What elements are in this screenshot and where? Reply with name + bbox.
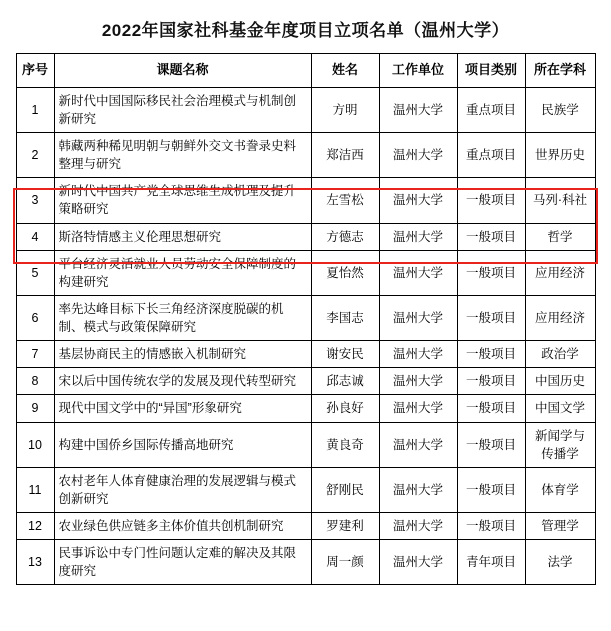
cell-index: 3 — [16, 178, 54, 223]
cell-type: 一般项目 — [457, 467, 525, 512]
cell-title: 构建中国侨乡国际传播高地研究 — [54, 422, 311, 467]
cell-index: 10 — [16, 422, 54, 467]
table-row — [16, 341, 595, 368]
table-row — [16, 250, 595, 295]
cell-type: 青年项目 — [457, 540, 525, 585]
cell-org: 温州大学 — [379, 178, 457, 223]
cell-org: 温州大学 — [379, 368, 457, 395]
cell-org: 温州大学 — [379, 513, 457, 540]
cell-name: 夏怡然 — [311, 250, 379, 295]
cell-type: 一般项目 — [457, 178, 525, 223]
cell-name: 罗建利 — [311, 513, 379, 540]
cell-field: 中国历史 — [525, 368, 595, 395]
cell-org: 温州大学 — [379, 87, 457, 132]
table-row — [16, 467, 595, 512]
cell-name: 孙良好 — [311, 395, 379, 422]
cell-name: 方明 — [311, 87, 379, 132]
cell-name: 郑洁西 — [311, 133, 379, 178]
table-row — [16, 178, 595, 223]
cell-title: 斯洛特情感主义伦理思想研究 — [54, 223, 311, 250]
cell-field: 马列·科社 — [525, 178, 595, 223]
cell-type: 一般项目 — [457, 250, 525, 295]
cell-org: 温州大学 — [379, 540, 457, 585]
cell-name: 舒刚民 — [311, 467, 379, 512]
table-row — [16, 395, 595, 422]
cell-title: 农业绿色供应链多主体价值共创机制研究 — [54, 513, 311, 540]
cell-title: 率先达峰目标下长三角经济深度脱碳的机制、模式与政策保障研究 — [54, 295, 311, 340]
cell-index: 1 — [16, 87, 54, 132]
column-header-org: 工作单位 — [379, 54, 457, 88]
cell-field: 管理学 — [525, 513, 595, 540]
cell-index: 8 — [16, 368, 54, 395]
cell-title: 基层协商民主的情感嵌入机制研究 — [54, 341, 311, 368]
cell-type: 一般项目 — [457, 513, 525, 540]
cell-index: 5 — [16, 250, 54, 295]
cell-type: 一般项目 — [457, 223, 525, 250]
table-row — [16, 223, 595, 250]
table-row — [16, 368, 595, 395]
cell-index: 6 — [16, 295, 54, 340]
cell-type: 重点项目 — [457, 87, 525, 132]
table-row — [16, 295, 595, 340]
table-row — [16, 133, 595, 178]
cell-field: 哲学 — [525, 223, 595, 250]
table-body — [16, 87, 595, 585]
cell-index: 4 — [16, 223, 54, 250]
cell-field: 世界历史 — [525, 133, 595, 178]
cell-index: 12 — [16, 513, 54, 540]
cell-org: 温州大学 — [379, 250, 457, 295]
cell-title: 民事诉讼中专门性问题认定难的解决及其限度研究 — [54, 540, 311, 585]
cell-index: 7 — [16, 341, 54, 368]
cell-org: 温州大学 — [379, 395, 457, 422]
table-row — [16, 87, 595, 132]
cell-name: 周一颜 — [311, 540, 379, 585]
cell-title: 新时代中国共产党全球思维生成机理及提升策略研究 — [54, 178, 311, 223]
cell-title: 韩藏两种稀见明朝与朝鲜外交文书誊录史料整理与研究 — [54, 133, 311, 178]
column-header-name: 姓名 — [311, 54, 379, 88]
cell-title: 宋以后中国传统农学的发展及现代转型研究 — [54, 368, 311, 395]
table-row — [16, 513, 595, 540]
cell-type: 一般项目 — [457, 422, 525, 467]
cell-title: 新时代中国国际移民社会治理模式与机制创新研究 — [54, 87, 311, 132]
cell-org: 温州大学 — [379, 133, 457, 178]
cell-name: 谢安民 — [311, 341, 379, 368]
cell-field: 法学 — [525, 540, 595, 585]
column-header-type: 项目类别 — [457, 54, 525, 88]
column-header-title: 课题名称 — [54, 54, 311, 88]
cell-name: 方德志 — [311, 223, 379, 250]
cell-field: 体育学 — [525, 467, 595, 512]
cell-title: 农村老年人体育健康治理的发展逻辑与模式创新研究 — [54, 467, 311, 512]
cell-field: 新闻学与传播学 — [525, 422, 595, 467]
cell-type: 一般项目 — [457, 395, 525, 422]
cell-title: 平台经济灵活就业人员劳动安全保障制度的构建研究 — [54, 250, 311, 295]
cell-index: 13 — [16, 540, 54, 585]
column-header-index: 序号 — [16, 54, 54, 88]
cell-org: 温州大学 — [379, 341, 457, 368]
table-header — [16, 54, 595, 88]
cell-org: 温州大学 — [379, 223, 457, 250]
table-header-row — [16, 54, 595, 88]
cell-field: 民族学 — [525, 87, 595, 132]
page-title: 2022年国家社科基金年度项目立项名单（温州大学） — [101, 21, 510, 40]
cell-name: 邱志诚 — [311, 368, 379, 395]
cell-org: 温州大学 — [379, 295, 457, 340]
column-header-field: 所在学科 — [525, 54, 595, 88]
cell-name: 李国志 — [311, 295, 379, 340]
cell-type: 一般项目 — [457, 368, 525, 395]
project-list-table — [16, 53, 596, 585]
cell-type: 一般项目 — [457, 341, 525, 368]
cell-field: 中国文学 — [525, 395, 595, 422]
cell-index: 11 — [16, 467, 54, 512]
cell-index: 2 — [16, 133, 54, 178]
table-row — [16, 422, 595, 467]
cell-org: 温州大学 — [379, 422, 457, 467]
cell-index: 9 — [16, 395, 54, 422]
cell-type: 一般项目 — [457, 295, 525, 340]
cell-name: 左雪松 — [311, 178, 379, 223]
cell-type: 重点项目 — [457, 133, 525, 178]
cell-field: 政治学 — [525, 341, 595, 368]
cell-field: 应用经济 — [525, 295, 595, 340]
cell-name: 黄良奇 — [311, 422, 379, 467]
cell-title: 现代中国文学中的“异国”形象研究 — [54, 395, 311, 422]
cell-field: 应用经济 — [525, 250, 595, 295]
table-row — [16, 540, 595, 585]
cell-org: 温州大学 — [379, 467, 457, 512]
